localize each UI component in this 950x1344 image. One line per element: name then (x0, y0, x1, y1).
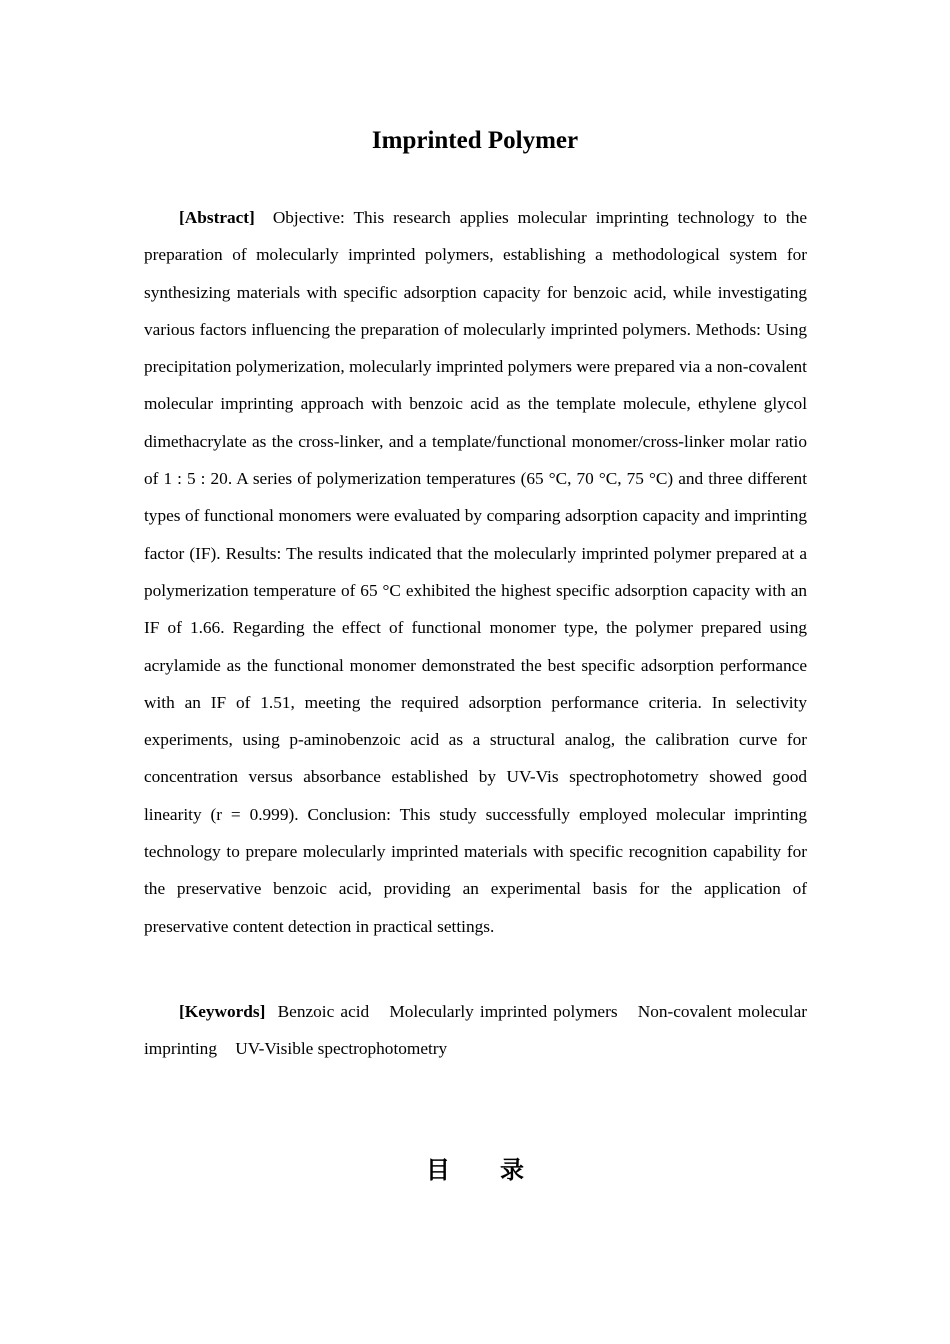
paper-title: Imprinted Polymer (371, 127, 579, 154)
abstract-text: Objective: This research applies molecular imprinting technology to the preparation of molecularly imprinted polymers, establishing a methodological system for synthesizing materials with specific adsorption capacity for benzoic acid, while investigating various factors influencing the preparation of molecularly imprinted polymers. Methods: Using precipitation polymerization, molecularly imprinted polymers were prepared via a non-covalent molecular imprinting approach with benzoic acid as the template molecule, ethylene glycol dimethacrylate as the cross-linker, and a template/functional monomer/cross-linker molar ratio of 1 : 5 : 20. A series of polymerization temperatures (65 °C, 70 °C, 75 °C) and three different types of functional monomers were evaluated by comparing adsorption capacity and imprinting factor (IF). Results: The results indicated that the molecularly imprinted polymer prepared at a polymerization temperature of 65 °C exhibited the highest specific adsorption capacity with an IF of 1.66. Regarding the effect of functional monomer type, the polymer prepared using acrylamide as the functional monomer demonstrated the best specific adsorption performance with an IF of 1.51, meeting the required adsorption performance criteria. In selectivity experiments, using p-aminobenzoic acid as a structural analog, the calibration curve for concentration versus absorbance established by UV-Vis spectrophotometry showed good linearity (r = 0.999). Conclusion: This study successfully employed molecular imprinting technology to prepare molecularly imprinted materials with specific recognition capability for the preservative benzoic acid, providing an experimental basis for the application of preservative content detection in practical settings. (144, 208, 808, 936)
keyword-item: Non-covalent molecular imprinting (144, 1002, 807, 1059)
keyword-item: UV-Visible spectrophotometry (235, 1039, 448, 1059)
keywords-label: [Keywords] (179, 1002, 266, 1021)
keyword-item: Molecularly imprinted polymers (389, 1002, 618, 1021)
keyword-item: Benzoic acid (277, 1002, 370, 1021)
table-of-contents-heading: 目录 (426, 1156, 574, 1184)
abstract-paragraph (144, 199, 807, 945)
abstract-label: [Abstract] (179, 208, 255, 227)
keywords-paragraph (144, 993, 807, 1068)
